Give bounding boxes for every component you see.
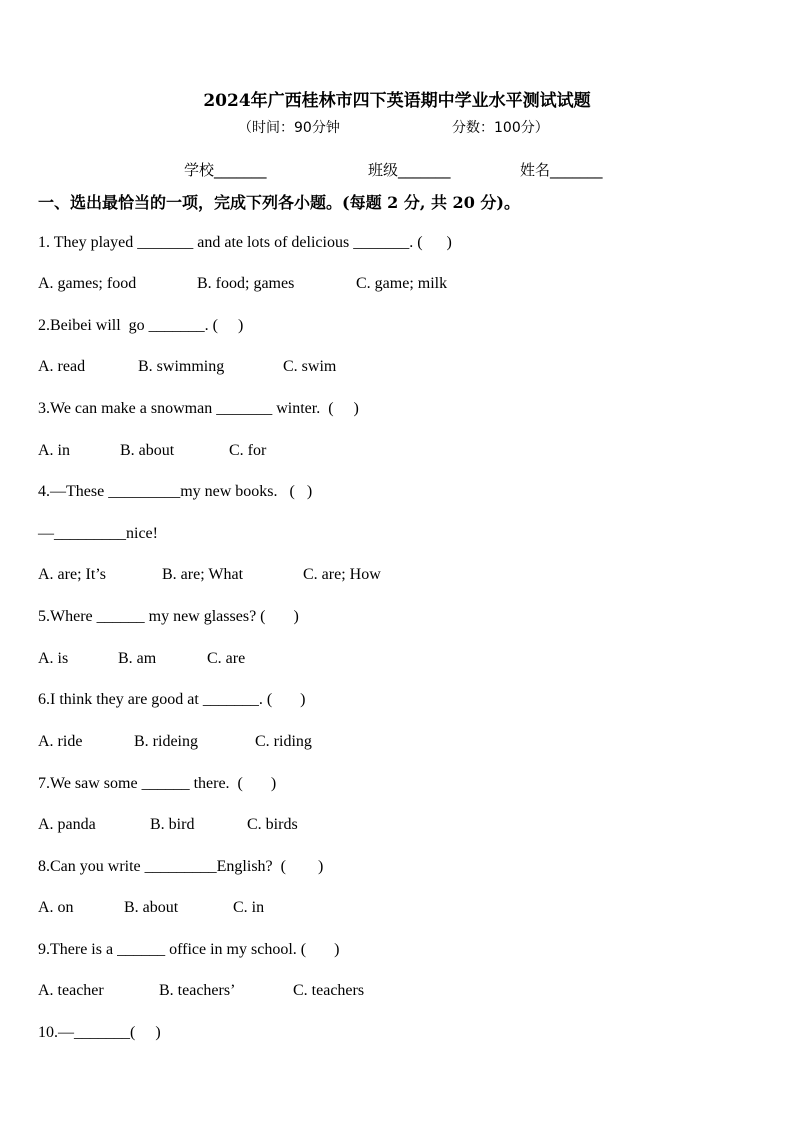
q7-option-b: B. bird (150, 816, 195, 833)
q8-option-b: B. about (124, 899, 179, 916)
q9-option-c: C. teachers (293, 982, 365, 999)
question-2: 2.Beibei will go _______. ( ) (38, 317, 244, 334)
q1-option-b: B. food; games (197, 275, 295, 292)
question-5: 5.Where ______ my new glasses? ( ) (38, 608, 299, 625)
section-heading: 一、选出最恰当的一项，完成下列各小题。(每题 2 分, 共 20 分)。 (38, 193, 520, 212)
exam-title: 2024年广西桂林市四下英语期中学业水平测试试题 (203, 91, 591, 111)
q8-option-c: C. in (233, 899, 265, 916)
q6-option-a: A. ride (38, 733, 83, 750)
question-6: 6.I think they are good at _______. ( ) (38, 691, 306, 708)
exam-time: （时间：90分钟 (238, 120, 340, 136)
q7-option-a: A. panda (38, 816, 96, 833)
q6-option-b: B. rideing (134, 733, 198, 750)
class-field: 班级_______ (368, 161, 451, 179)
q4-option-b: B. are; What (162, 566, 244, 583)
q3-option-c: C. for (229, 442, 267, 459)
name-field: 姓名_______ (520, 161, 603, 179)
q4-option-a: A. are; It’s (38, 566, 106, 583)
q3-option-b: B. about (120, 442, 175, 459)
question-3: 3.We can make a snowman _______ winter. ( ) (38, 400, 359, 417)
question-4-line-2: —_________nice! (38, 525, 158, 542)
q3-option-a: A. in (38, 442, 70, 459)
question-1: 1. They played _______ and ate lots of delicious _______. ( ) (38, 234, 452, 251)
q2-option-c: C. swim (283, 358, 337, 375)
school-field: 学校_______ (184, 161, 267, 179)
question-10: 10.—_______( ) (38, 1024, 161, 1041)
question-4: 4.—These _________my new books. ( ) (38, 483, 313, 500)
q1-option-a: A. games; food (38, 275, 137, 292)
q1-option-c: C. game; milk (356, 275, 448, 292)
q6-option-c: C. riding (255, 733, 312, 750)
q2-option-a: A. read (38, 358, 86, 375)
q2-option-b: B. swimming (138, 358, 225, 375)
exam-score: 分数：100分） (452, 120, 549, 136)
question-9: 9.There is a ______ office in my school. ( ) (38, 941, 340, 958)
q7-option-c: C. birds (247, 816, 298, 833)
q9-option-a: A. teacher (38, 982, 104, 999)
q4-option-c: C. are; How (303, 566, 381, 583)
q9-option-b: B. teachers’ (159, 982, 236, 999)
q5-option-a: A. is (38, 650, 69, 667)
question-7: 7.We saw some ______ there. ( ) (38, 775, 277, 792)
q5-option-b: B. am (118, 650, 157, 667)
q5-option-c: C. are (207, 650, 246, 667)
q8-option-a: A. on (38, 899, 74, 916)
question-8: 8.Can you write _________English? ( ) (38, 858, 324, 875)
